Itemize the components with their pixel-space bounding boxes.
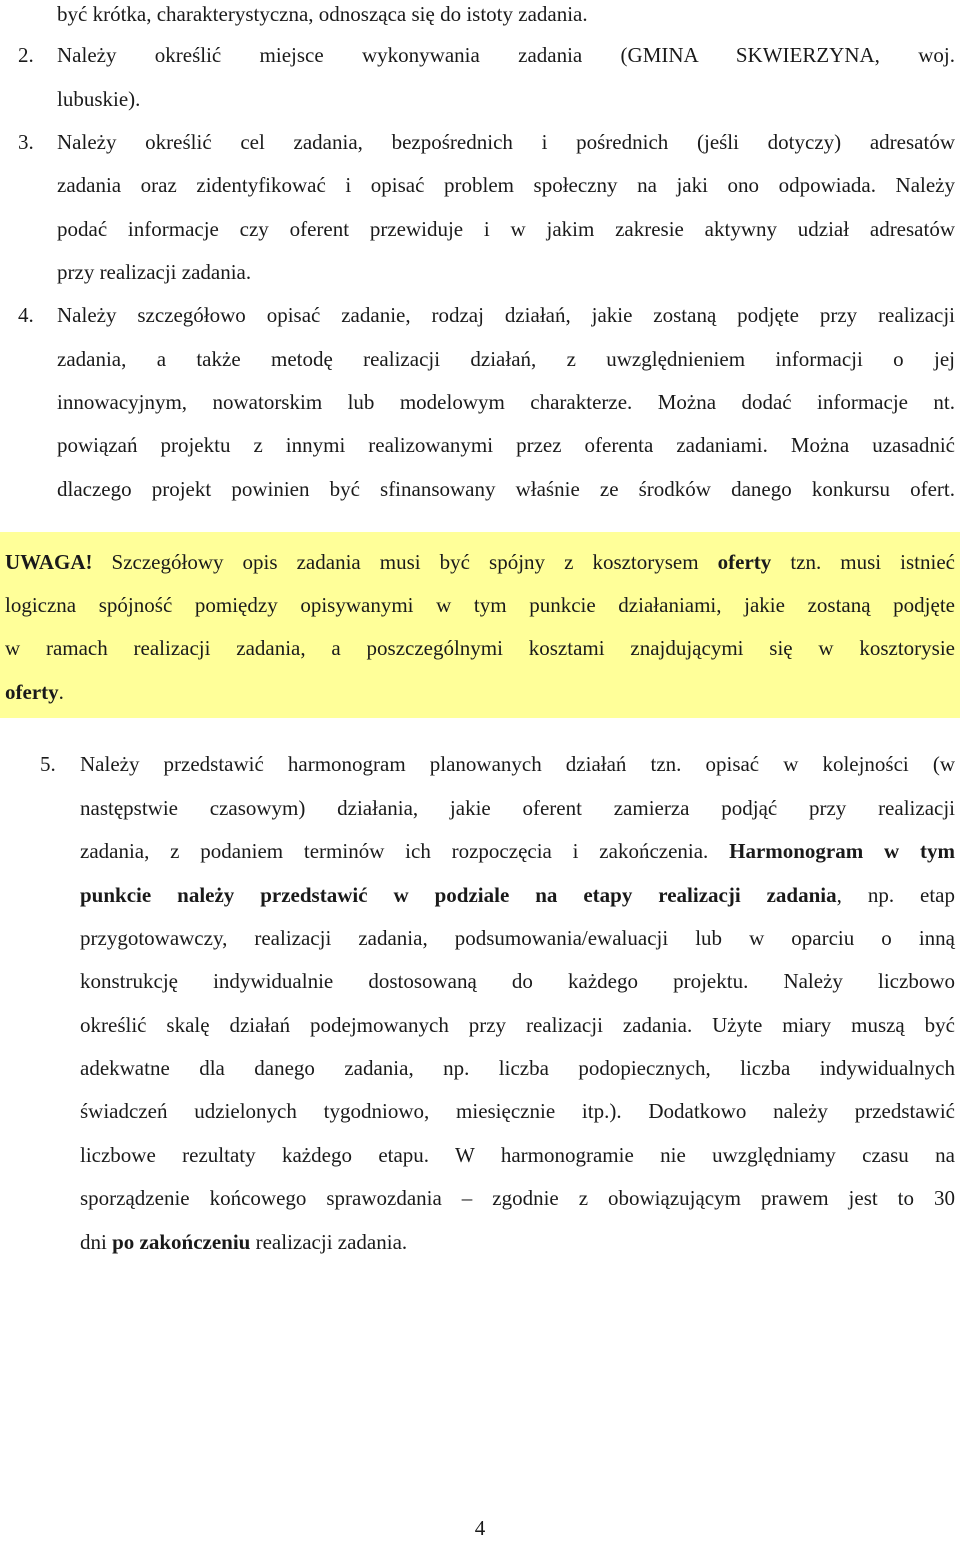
item4-line: Należy szczegółowo opisać zadanie, rodzaj działań, jakie zostaną podjęte przy realizacji [57, 303, 955, 327]
item5-line [80, 882, 955, 908]
warning-text: . [58, 680, 64, 704]
item3-line: podać informacje czy oferent przewiduje i w jakim zakresie aktywny udział adresatów [57, 217, 955, 241]
warning-label: UWAGA! [5, 550, 93, 574]
item5-text: realizacji zadania. [250, 1230, 408, 1254]
item5-bold-text: punkcie należy przedstawić w podziale na etapy realizacji zadania [80, 883, 837, 907]
item4-line: zadania, a także metodę realizacji działań, z uwzględnieniem informacji o jej [57, 347, 955, 371]
item5-line: liczbowe rezultaty każdego etapu. W harmonogramie nie uwzględniamy czasu na [80, 1143, 955, 1167]
warning-text: tzn. musi istnieć [771, 550, 955, 574]
item5-line: adekwatne dla danego zadania, np. liczba podopiecznych, liczba indywidualnych [80, 1056, 955, 1080]
item1-tail-line: być krótka, charakterystyczna, odnosząca się do istoty zadania. [57, 2, 588, 26]
warning-bold-word: oferty [717, 550, 772, 574]
item5-line: świadczeń udzielonych tygodniowo, miesięcznie itp.). Dodatkowo należy przedstawić [80, 1099, 955, 1123]
item5-text: , np. etap [836, 883, 956, 907]
item3-number: 3. [18, 130, 34, 154]
warning-line [5, 549, 955, 575]
item5-bold-text: Harmonogram w tym [729, 839, 955, 863]
warning-text: Szczegółowy opis zadania musi być spójny z kosztorysem [92, 550, 718, 574]
item5-line: sporządzenie końcowego sprawozdania – zgodnie z obowiązującym prawem jest to 30 [80, 1186, 955, 1210]
page-number: 4 [474, 1516, 486, 1540]
warning-bold-word: oferty [5, 680, 59, 704]
warning-line: w ramach realizacji zadania, a poszczególnymi kosztami znajdującymi się w kosztorysie [5, 636, 955, 660]
item3-line: przy realizacji zadania. [57, 260, 252, 284]
item5-line: Należy przedstawić harmonogram planowanych działań tzn. opisać w kolejności (w [80, 752, 955, 776]
item4-line: innowacyjnym, nowatorskim lub modelowym charakterze. Można dodać informacje nt. [57, 390, 955, 414]
item5-line: następstwie czasowym) działania, jakie oferent zamierza podjąć przy realizacji [80, 796, 955, 820]
item5-text: zadania, z podaniem terminów ich rozpoczęcia i zakończenia. [80, 839, 730, 863]
item4-line: dlaczego projekt powinien być sfinansowany właśnie ze środków danego konkursu ofert. [57, 477, 955, 501]
item2-line: lubuskie). [57, 87, 141, 111]
item5-line [80, 1229, 955, 1255]
item3-line: zadania oraz zidentyfikować i opisać problem społeczny na jaki ono odpowiada. Należy [57, 173, 955, 197]
item5-line: przygotowawczy, realizacji zadania, podsumowania/ewaluacji lub w oparciu o inną [80, 926, 955, 950]
warning-line [5, 679, 955, 705]
item5-line [80, 838, 955, 864]
item5-number: 5. [40, 752, 56, 776]
item2-number: 2. [18, 43, 34, 67]
item4-number: 4. [18, 303, 34, 327]
item5-line: określić skalę działań podejmowanych przy realizacji zadania. Użyte miary muszą być [80, 1013, 955, 1037]
item4-line: powiązań projektu z innymi realizowanymi przez oferenta zadaniami. Można uzasadnić [57, 433, 955, 457]
item2-line: Należy określić miejsce wykonywania zadania (GMINA SKWIERZYNA, woj. [57, 43, 955, 67]
item3-line: Należy określić cel zadania, bezpośrednich i pośrednich (jeśli dotyczy) adresatów [57, 130, 955, 154]
item5-line: konstrukcję indywidualnie dostosowaną do każdego projektu. Należy liczbowo [80, 969, 955, 993]
item5-text: dni [80, 1230, 113, 1254]
warning-line: logiczna spójność pomiędzy opisywanymi w tym punkcie działaniami, jakie zostaną podjęte [5, 593, 955, 617]
item5-bold-text: po zakończeniu [112, 1230, 251, 1254]
